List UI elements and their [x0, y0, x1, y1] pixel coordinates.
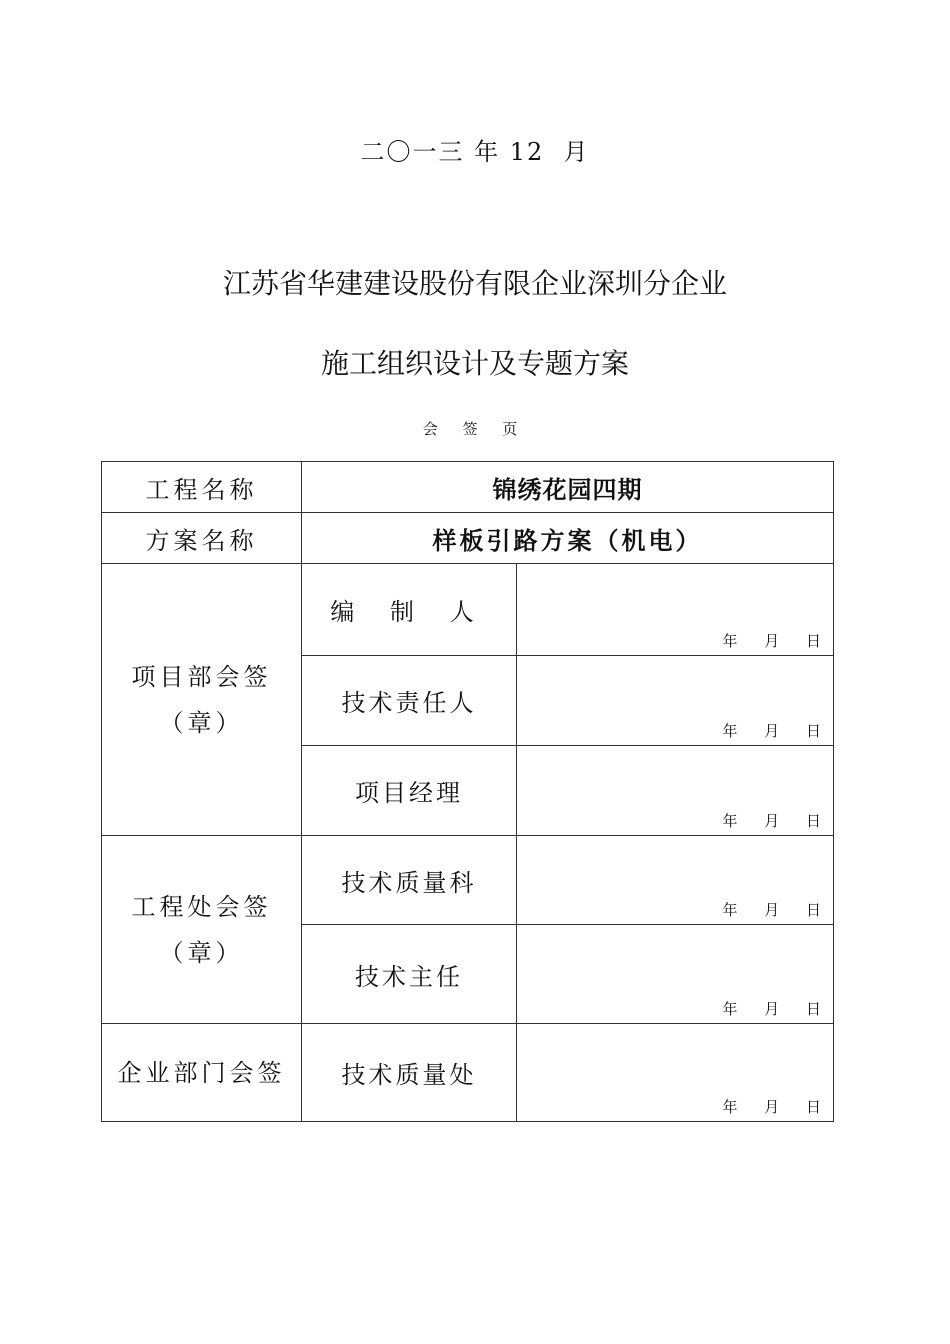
date-stamp: 年 月 日: [722, 812, 821, 830]
role-tech-quality-office: 技术质量处: [302, 1024, 517, 1122]
signoff-row: [102, 836, 834, 925]
role-tech-responsible: 技术责任人: [302, 656, 517, 746]
group-stamp: （章）: [159, 708, 244, 737]
group-label-project-dept: [102, 564, 302, 836]
document-title: 施工组织设计及专题方案: [320, 347, 629, 380]
date-stamp: 年 月 日: [722, 722, 821, 740]
project-row: [102, 462, 834, 513]
role-tech-quality-section: 技术质量科: [302, 836, 517, 925]
document-date: 二〇一三 年 12 月: [360, 138, 590, 166]
plan-row: [102, 513, 834, 564]
date-stamp: 年 月 日: [722, 632, 821, 650]
signature-cell[interactable]: [517, 746, 834, 836]
plan-name-value: 样板引路方案（机电）: [302, 513, 834, 564]
group-label-engineering-office: [102, 836, 302, 1024]
role-tech-director: 技术主任: [302, 925, 517, 1024]
signature-cell[interactable]: [517, 564, 834, 656]
signature-cell[interactable]: [517, 836, 834, 925]
group-stamp: （章）: [159, 938, 244, 967]
role-compiler: 编 制 人: [302, 564, 517, 656]
signoff-table: [101, 461, 834, 1122]
group-name: 项目部会签: [131, 662, 272, 691]
signature-cell[interactable]: [517, 1024, 834, 1122]
company-name: 江苏省华建建设股份有限企业深圳分企业: [222, 267, 727, 300]
plan-name-label: 方案名称: [102, 513, 302, 564]
date-stamp: 年 月 日: [722, 901, 821, 919]
date-stamp: 年 月 日: [722, 1000, 821, 1018]
date-stamp: 年 月 日: [722, 1098, 821, 1116]
group-name: 工程处会签: [131, 892, 272, 921]
signature-cell[interactable]: [517, 925, 834, 1024]
project-name-value: 锦绣花园四期: [302, 462, 834, 513]
signoff-row: [102, 564, 834, 656]
page-subtitle: 会 签 页: [422, 420, 528, 438]
role-project-manager: 项目经理: [302, 746, 517, 836]
signoff-row: [102, 1024, 834, 1122]
project-name-label: 工程名称: [102, 462, 302, 513]
signature-cell[interactable]: [517, 656, 834, 746]
group-label-company-dept: [102, 1024, 302, 1122]
group-name: 企业部门会签: [117, 1058, 286, 1087]
